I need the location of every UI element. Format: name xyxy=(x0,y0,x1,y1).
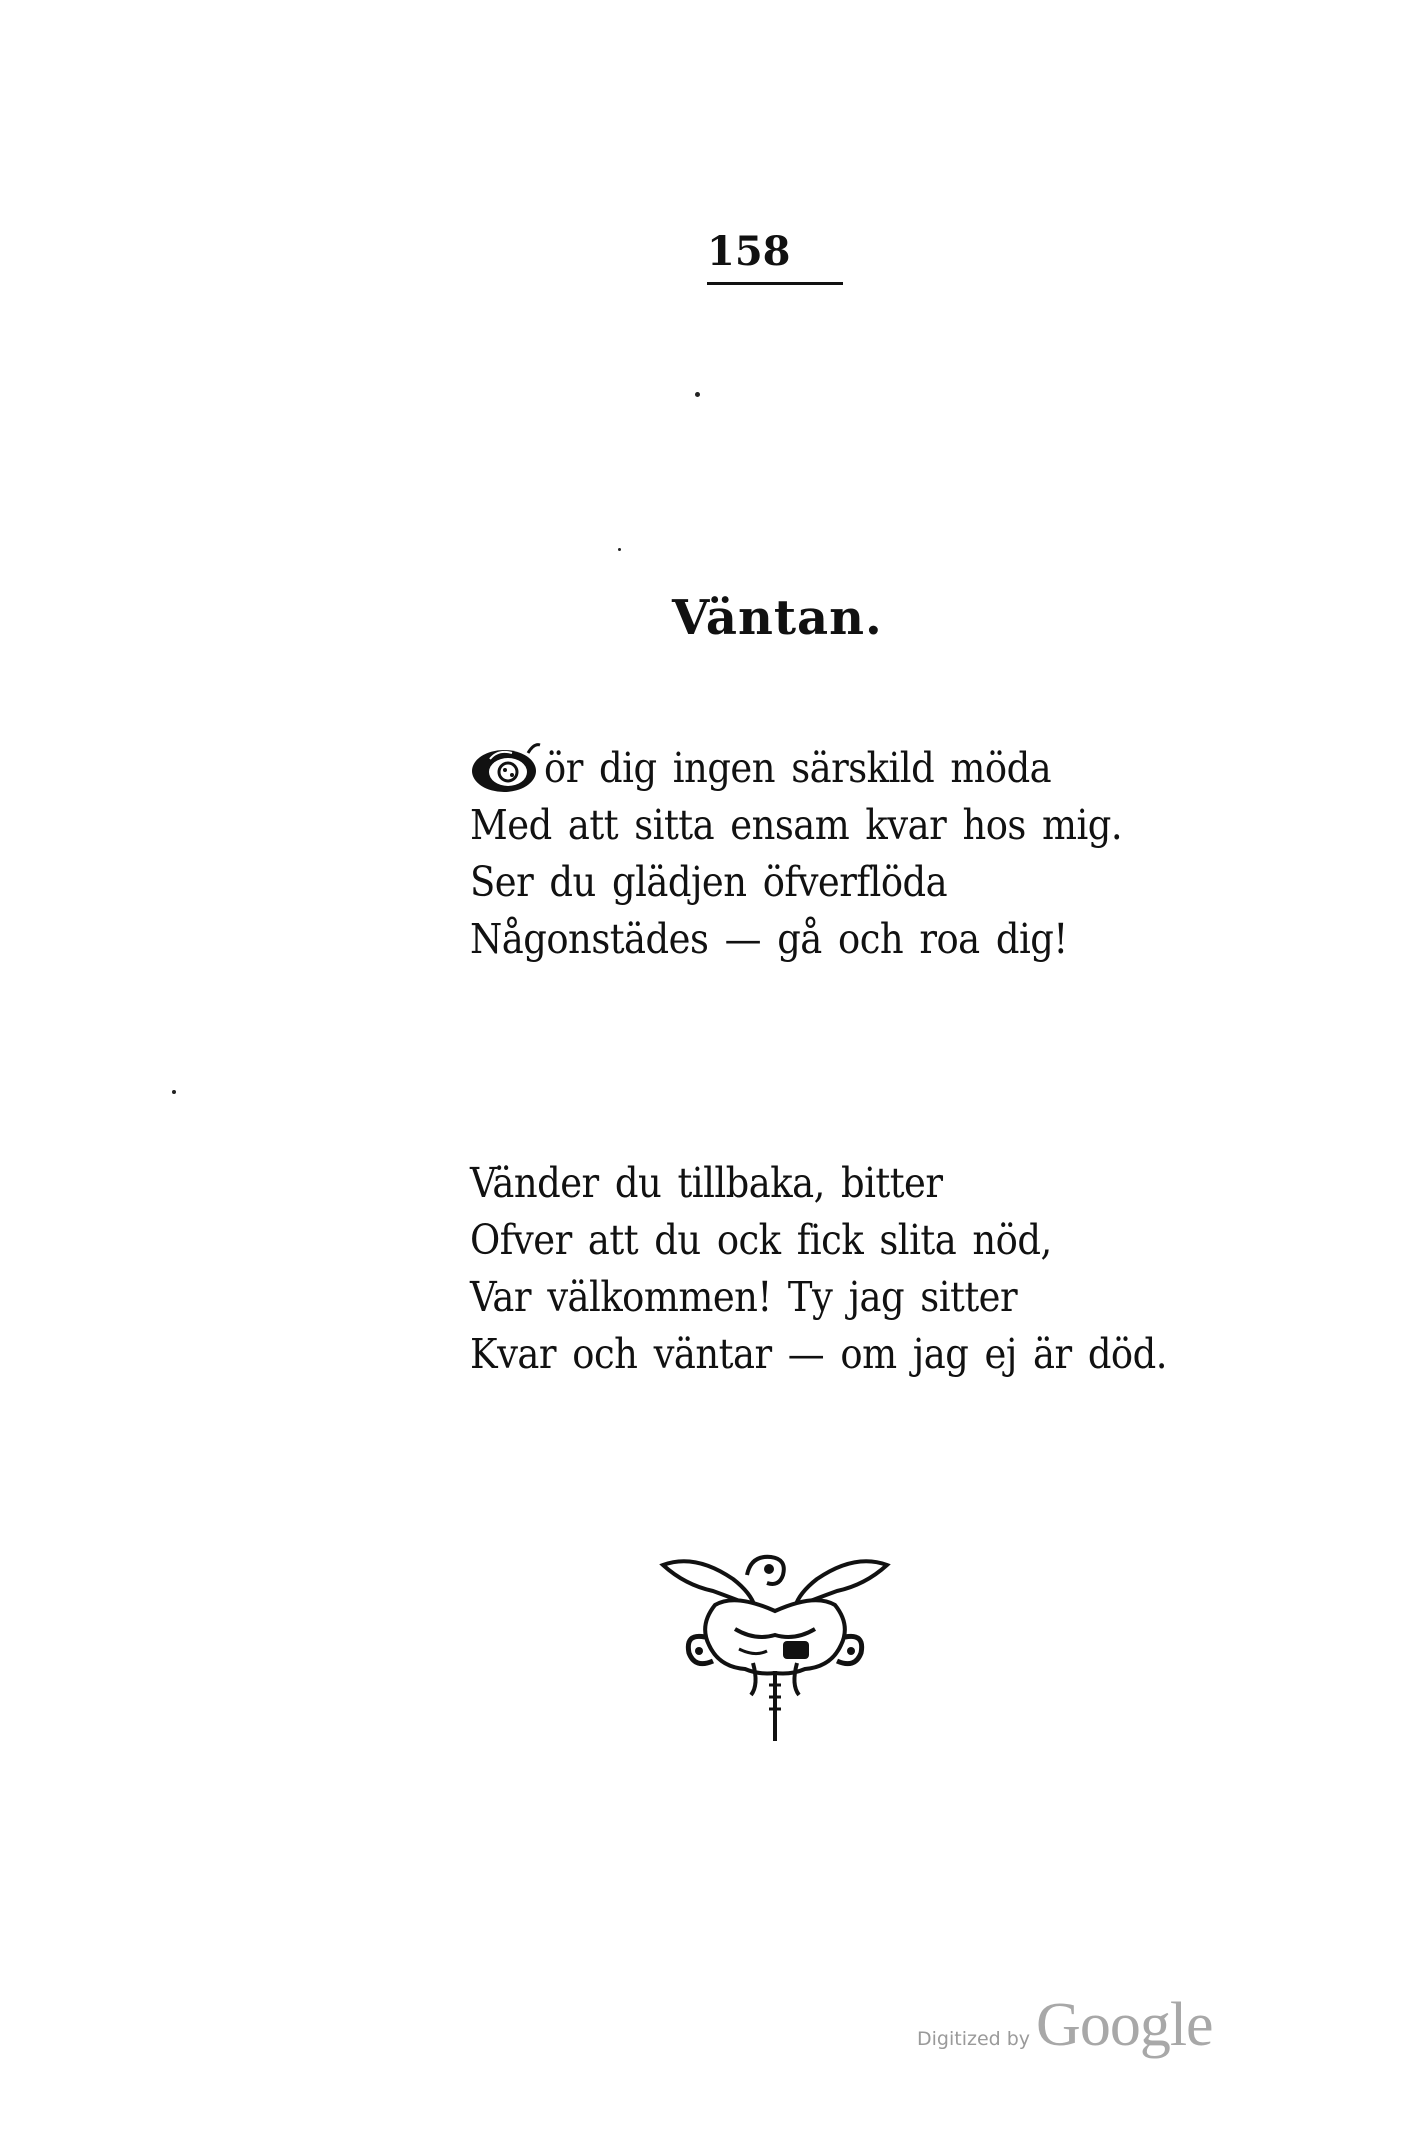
watermark-brand: Google xyxy=(1036,1991,1213,2059)
stanza-1-line-1-text: ör dig ingen särskild möda xyxy=(544,744,1052,792)
stanza-1-line-4: Någonstädes — gå och roa dig! xyxy=(470,915,1068,963)
page-number: 158 xyxy=(707,228,791,275)
stanza-2 xyxy=(470,1155,1167,1383)
decorative-tailpiece-ornament-icon xyxy=(655,1545,895,1745)
page-number-rule xyxy=(707,282,843,285)
stanza-1-line-1 xyxy=(470,740,1122,797)
decorative-dropcap-g-icon xyxy=(470,741,542,797)
digitized-by-google-watermark xyxy=(917,1990,1213,2061)
stanza-1 xyxy=(470,740,1122,968)
stanza-1-line-2: Med att sitta ensam kvar hos mig. xyxy=(470,801,1123,849)
stanza-2-line-1: Vänder du tillbaka, bitter xyxy=(470,1159,943,1207)
watermark-prefix: Digitized by xyxy=(917,2028,1031,2050)
ink-speck xyxy=(172,1090,176,1094)
stanza-1-line-3: Ser du glädjen öfverflöda xyxy=(470,858,948,906)
ink-speck xyxy=(618,548,621,551)
stanza-2-line-4: Kvar och väntar — om jag ej är död. xyxy=(470,1330,1167,1378)
stanza-2-line-2: Ofver att du ock fick slita nöd, xyxy=(470,1216,1052,1264)
ink-speck xyxy=(695,392,700,397)
poem-title: Väntan. xyxy=(672,590,883,646)
stanza-2-line-3: Var välkommen! Ty jag sitter xyxy=(470,1273,1018,1321)
